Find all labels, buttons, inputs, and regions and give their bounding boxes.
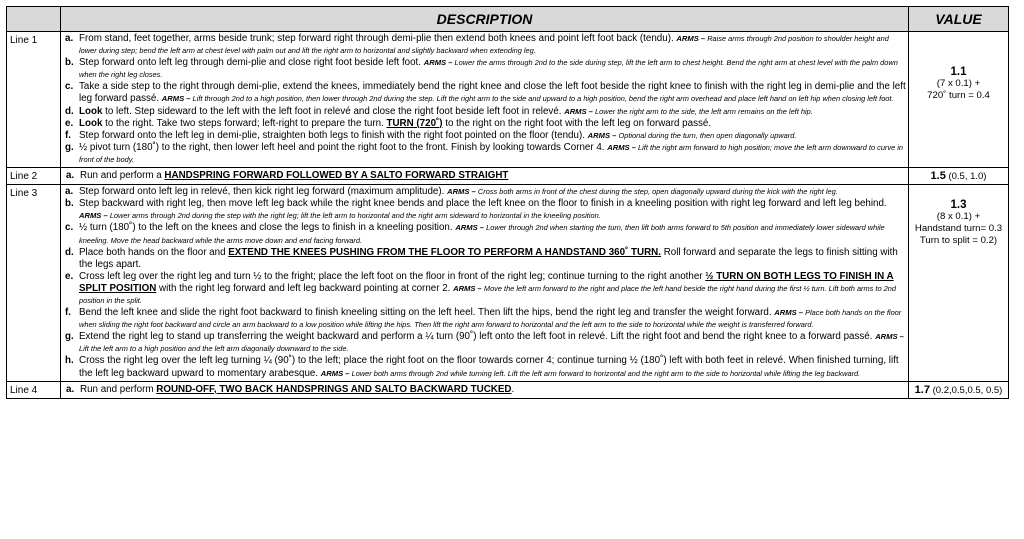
arms-note: ARMS –: [79, 211, 110, 221]
arms-note: Lift the left arm to a high position and the left arm diagonally downward to the side.: [79, 344, 349, 354]
table-row: [7, 185, 1009, 382]
item-text: [79, 355, 906, 379]
arms-note: ARMS –: [453, 283, 484, 293]
item-text-segment: ½ pivot turn (180˚) to the right, then lower left heel and point the right foot to the front. Finish by looking towards Corner 4.: [79, 141, 608, 153]
arms-note: ARMS –: [320, 368, 352, 378]
list-item: [63, 355, 906, 379]
arms-note: Move the left arm forward to the right and place the left hand beside the right hand during the first ½ turn. Lift both arms to 2nd position in the split.: [79, 283, 896, 305]
list-item: [63, 130, 906, 142]
list-item: [63, 81, 906, 105]
value-detail: (8 x 0.1) +: [936, 211, 981, 223]
arms-note: Optional during the turn, then open diagonally upward.: [618, 130, 797, 140]
list-item: [63, 307, 906, 331]
arms-note: Place both hands on the floor when sliding the right foot backward and circle an arm backward to a low position while lifting the hips. Then lift the right arm forward to horizontal and the left arm to the side to horizontal while the weight is transferred forward.: [79, 308, 902, 330]
arms-note: Lower both arms through 2nd while turning left. Lift the left arm forward to horizontal and the right arm to the side to horizontal while lifting the leg backward.: [351, 368, 861, 378]
skill-emphasis: ½ TURN ON BOTH LEGS TO FINISH IN A SPLIT POSITION: [79, 270, 894, 294]
header-row: [7, 7, 1009, 32]
line-label: Line 4: [7, 381, 61, 398]
arms-note: ARMS –: [161, 94, 193, 104]
skill-emphasis: EXTEND THE KNEES PUSHING FROM THE FLOOR TO PERFORM A HANDSTAND 360˚ TURN.: [228, 246, 661, 258]
item-text: [79, 57, 906, 81]
item-letter: h.: [65, 355, 74, 367]
item-letter: e.: [65, 117, 74, 129]
arms-note: ARMS –: [875, 332, 904, 342]
line-value: [909, 32, 1009, 168]
arms-note: Lower the right arm to the side, the left arm remains on the left hip.: [595, 106, 813, 116]
item-text: [80, 170, 905, 182]
arms-note: Lift through 2nd to a high position, then lower through 2nd during the step. Lift the right arm to the side and upward to a high position, bend the right arm overhead and place left hand on left hip when closing left foot.: [192, 94, 894, 104]
item-letter: a.: [65, 186, 74, 198]
item-text: [79, 33, 906, 57]
line-description: [61, 168, 909, 185]
list-item: [64, 384, 905, 396]
list-item: [63, 118, 906, 130]
arms-note: Raise arms through 2nd position to shoulder height and lower during step; bend the left arm at chest level with palm out and lift the right arm to horizontal and slightly backward when extending leg.: [79, 34, 889, 56]
item-letter: f.: [65, 129, 71, 141]
item-text-segment: Bend the left knee and slide the right foot backward to finish kneeling sitting on the left heel. Then lift the hips, bend the right leg and transfer the weight forward.: [79, 307, 775, 319]
header-description: DESCRIPTION: [61, 7, 909, 32]
list-item: [63, 222, 906, 246]
item-letter: b.: [65, 57, 74, 69]
line-value: [909, 185, 1009, 382]
skill-emphasis: ROUND-OFF, TWO BACK HANDSPRINGS AND SALTO BACKWARD TUCKED: [156, 383, 512, 395]
value-detail: 720˚ turn = 0.4: [927, 90, 990, 101]
table-row: [7, 381, 1009, 398]
arms-note: ARMS –: [587, 130, 619, 140]
line-label: Line 2: [7, 168, 61, 185]
item-text: [79, 222, 906, 246]
line-label: Line 1: [7, 32, 61, 168]
list-item: [63, 247, 906, 271]
arms-note: Lower through 2nd when starting the turn, then lift both arms forward to 5th position and immediately lower sideward while kneeling. Move the head backward while the arms move down and end facing forward.: [79, 223, 885, 245]
arms-note: Lower arms through 2nd during the step with the right leg; lift the left arm to horizontal and the right arm sideward to horizontal in the kneeling position.: [109, 211, 601, 221]
item-letter: f.: [65, 307, 71, 319]
item-letter: b.: [65, 198, 74, 210]
item-text-segment: Roll forward and separate the legs to finish sitting with the legs apart.: [79, 246, 898, 270]
item-letter: e.: [65, 270, 74, 282]
item-text-segment: Place both hands on the floor and: [79, 246, 229, 258]
arms-note: ARMS –: [774, 308, 806, 318]
header-value: VALUE: [909, 7, 1009, 32]
item-text: [79, 81, 906, 105]
item-text-segment: Step backward with right leg, then move left leg back while the right knee bends and place the left knee on the floor to finish in a kneeling position with right leg forward and left leg behind.: [79, 198, 887, 210]
line-description: [61, 381, 909, 398]
item-text: [79, 142, 906, 166]
item-letter: c.: [65, 81, 74, 93]
skill-emphasis: TURN (720˚): [386, 117, 443, 129]
item-text: [80, 384, 905, 396]
value-detail: Turn to split = 0.2): [919, 235, 998, 247]
item-letter: d.: [65, 246, 74, 258]
item-text-segment: Look: [79, 105, 103, 117]
item-text-segment: Cross left leg over the right leg and turn ½ to the fright; place the left foot on the floor in front of the right leg; continue turning to the right another: [79, 270, 706, 282]
arms-note: ARMS –: [676, 34, 708, 43]
list-item: [63, 57, 906, 81]
item-text-segment: to left. Step sideward to the left with the left foot in relevé and close the right foot beside left foot in relevé.: [102, 105, 565, 117]
list-item: [63, 142, 906, 166]
list-item: [64, 170, 905, 182]
item-letter: a.: [66, 170, 75, 182]
line-description: [61, 32, 909, 168]
arms-note: Lift the right arm forward to high position; move the left arm downward to curve in front of the body.: [79, 142, 904, 164]
value-main: 1.1: [950, 66, 967, 78]
value-main: 1.5: [930, 170, 946, 183]
item-text: [79, 106, 906, 118]
arms-note: Lower the arms through 2nd to the side during step, lift the left arm to chest height. Bend the right arm at chest level with the palm down when the right leg closes.: [79, 58, 898, 80]
list-item: [63, 331, 906, 355]
item-letter: g.: [65, 331, 74, 343]
list-item: [63, 33, 906, 57]
item-text: [79, 118, 906, 130]
item-text-segment: From stand, feet together, arms beside trunk; step forward right through demi-plie then extend both knees and point left foot back (tendu).: [79, 33, 677, 44]
item-text-segment: Run and perform: [80, 383, 157, 395]
item-text-segment: .: [511, 383, 515, 395]
item-text: [79, 271, 906, 307]
list-item: [63, 186, 906, 198]
value-detail: (7 x 0.1) +: [936, 78, 981, 89]
item-text-segment: ½ turn (180˚) to the left on the knees and close the legs to finish in a kneeling position.: [79, 222, 456, 234]
item-text-segment: Cross the right leg over the left leg turning ¼ (90˚) to the left; place the right foot on the floor towards corner 4; continue turning ½ (180˚) left with both feet in relevé. When finished turning, lift the left leg backward upward to momentary arabesque.: [79, 355, 899, 379]
item-letter: d.: [65, 105, 74, 117]
item-text: [79, 186, 906, 198]
arms-note: ARMS –: [564, 106, 596, 116]
line-description: [61, 185, 909, 382]
item-text-segment: Look: [79, 117, 103, 129]
item-text-segment: Step forward onto left leg through demi-plie and close right foot beside left foot.: [79, 57, 424, 69]
value-detail: (0.5, 1.0): [945, 171, 987, 183]
item-text: [79, 331, 906, 355]
table-row: [7, 32, 1009, 168]
arms-note: ARMS –: [607, 142, 639, 152]
item-text-segment: Extend the right leg to stand up transferring the weight backward and perform a ¼ turn (90˚) left onto the left foot in relevé. Lift the right foot and bend the right knee to a forward passé.: [79, 331, 876, 343]
item-letter: a.: [66, 383, 75, 395]
routine-table: [6, 6, 1009, 399]
item-text: [79, 130, 906, 142]
line-value: [909, 168, 1009, 185]
item-text: [79, 307, 906, 331]
item-text-segment: to the right on the right foot with the left leg on forward passé.: [442, 117, 712, 129]
line-value: [909, 381, 1009, 398]
item-text-segment: Step forward onto the left leg in demi-plie, straighten both legs to finish with the right foot pointed on the floor (tendu).: [79, 129, 588, 141]
value-main: 1.7: [914, 383, 930, 396]
arms-note: ARMS –: [455, 223, 487, 233]
line-label: Line 3: [7, 185, 61, 382]
value-detail: (0.2,0.5,0.5, 0.5): [929, 384, 1003, 396]
list-item: [63, 198, 906, 222]
list-item: [63, 271, 906, 307]
item-text-segment: to the right. Take two steps forward; left-right to prepare the turn.: [102, 117, 387, 129]
list-item: [63, 106, 906, 118]
arms-note: Cross both arms in front of the chest during the step, open diagonally upward during the kick with the right leg.: [477, 187, 838, 197]
item-letter: g.: [65, 141, 74, 153]
item-letter: a.: [65, 33, 74, 44]
value-main: 1.3: [950, 199, 967, 212]
item-text-segment: Step forward onto left leg in relevé, then kick right leg forward (maximum amplitude).: [79, 186, 448, 198]
item-text-segment: with the right leg forward and left leg backward pointing at corner 2.: [156, 282, 454, 294]
arms-note: ARMS –: [447, 187, 478, 197]
item-text: [79, 247, 906, 271]
header-blank: [7, 7, 61, 32]
item-letter: c.: [65, 222, 74, 234]
value-detail: Handstand turn= 0.3: [914, 223, 1003, 235]
item-text-segment: Run and perform a: [80, 170, 165, 182]
item-text-segment: Take a side step to the right through demi-plie, extend the knees, immediately bend the right knee and close the left foot beside the right knee to finish with the right leg in demi-plie and the left leg forward passé.: [79, 81, 906, 105]
skill-emphasis: HANDSPRING FORWARD FOLLOWED BY A SALTO FORWARD STRAIGHT: [164, 170, 509, 182]
table-row: [7, 168, 1009, 185]
arms-note: ARMS –: [423, 58, 455, 68]
item-text: [79, 198, 906, 222]
